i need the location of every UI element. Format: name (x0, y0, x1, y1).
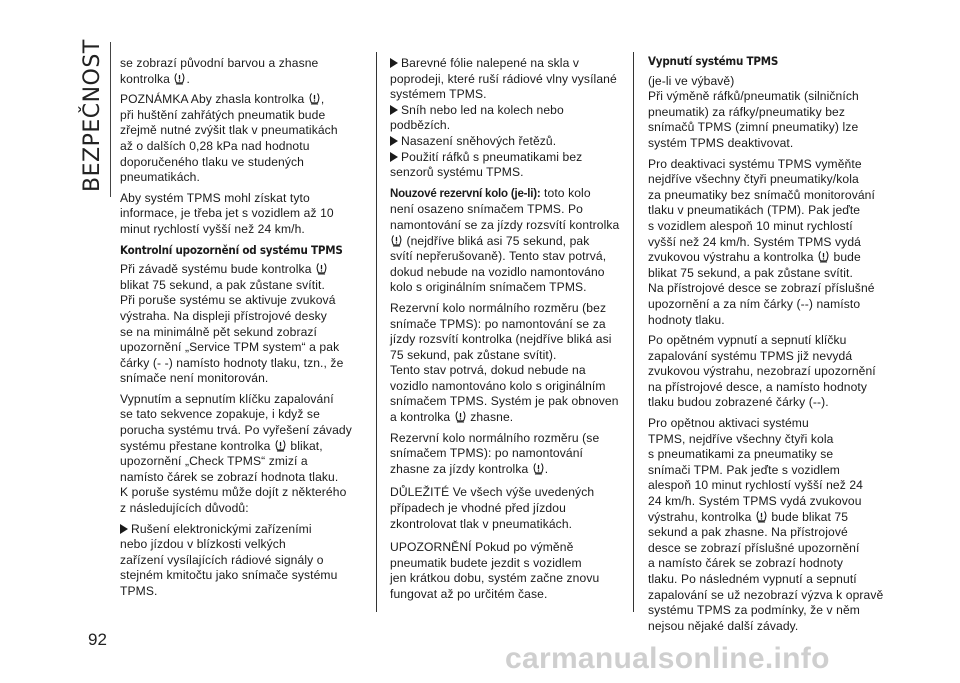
tpms-warning-icon (533, 462, 544, 475)
text-line: , (320, 92, 325, 107)
text-line: Vypnutím a sepnutím klíčku zapalování (120, 391, 334, 406)
text-line: nejsou nějaké další závady. (648, 618, 799, 633)
tpms-warning-icon (316, 262, 327, 275)
text-line: zapalování se už nezobrazí výzva k opravě (648, 587, 884, 602)
text-line: Barevné fólie nalepené na skla v (401, 56, 580, 70)
text-line: zvukovou výstrahu a kontrolka (648, 250, 814, 265)
text-line: výstraha. Na displeji přístrojové desky (120, 308, 327, 323)
text-line: s pneumatikami za pneumatiky se (648, 447, 834, 462)
column-1 (120, 56, 360, 605)
text-line: za pneumatiky bez snímačů monitorování (648, 187, 875, 202)
text-line: výstrahu, kontrolka (648, 509, 752, 524)
tpms-warning-icon (818, 250, 829, 263)
text-line: systém TPMS deaktivovat. (648, 135, 794, 150)
text-line: blikat 75 sekund, a pak zůstane svítit. (648, 265, 853, 280)
text-line: DŮLEŽITÉ Ve všech výše uvedených (390, 485, 595, 500)
paragraph (120, 56, 360, 87)
paragraph (648, 333, 898, 411)
text-line: na přístrojové desce, a namísto hodnoty (648, 379, 868, 394)
text-line: systému přestane kontrolka (120, 438, 271, 453)
text-line: . (186, 71, 190, 86)
text-line: namontování se za jízdy rozsvítí kontrolka (390, 217, 620, 232)
text-line: nejdříve všechny čtyři pneumatiky/kola (648, 172, 859, 187)
arrow-bullet-icon (120, 524, 128, 534)
text-line: snímačů TPMS (zimní pneumatiky) lze (648, 120, 859, 135)
text-line: tlaku v pneumatikách (TPM). Pak jeďte (648, 203, 861, 218)
text-line: snímačem TPMS. Systém je pak obnoven (390, 394, 619, 409)
paragraph (648, 74, 898, 152)
text-line: toto kolo (544, 185, 591, 200)
text-line: Rezervní kolo normálního rozměru (se (390, 430, 600, 445)
text-line: UPOZORNĚNÍ Pokud po výměně (390, 540, 574, 555)
watermark: carmanualsonline.info (505, 642, 830, 675)
arrow-bullet-icon (390, 58, 398, 68)
text-line: . (544, 461, 549, 476)
text-line: Při výměně ráfků/pneumatik (silničních (648, 89, 859, 104)
tpms-warning-icon (455, 410, 466, 423)
text-line: TPMS, nejdříve všechny čtyři kola (648, 431, 834, 446)
text-line: Pro opětnou aktivaci systému (648, 416, 809, 431)
tpms-warning-icon (756, 510, 767, 523)
text-line: snímačem TPMS): po namontování (390, 446, 583, 461)
text-line: Při poruše systému se aktivuje zvuková (120, 293, 336, 308)
text-line: POZNÁMKA Aby zhasla kontrolka (120, 92, 305, 107)
tpms-warning-icon (391, 234, 402, 247)
paragraph (648, 157, 898, 329)
column-divider (633, 52, 634, 612)
tpms-warning-icon (275, 439, 286, 452)
text-line: 75 sekund, pak zůstane svítit). (390, 347, 557, 362)
paragraph (120, 392, 360, 517)
text-line: kolo s originálním snímačem TPMS. (390, 280, 587, 295)
bullet-item (390, 134, 630, 150)
section-divider (110, 42, 111, 197)
inline-heading: Nouzové rezervní kolo (je-li): (390, 187, 541, 200)
tpms-warning-icon (174, 72, 185, 85)
arrow-bullet-icon (390, 152, 398, 162)
text-line: tlaku budou zobrazené čárky (--). (648, 395, 829, 410)
text-line: snímači TPM. Pak jeďte s vozidlem (648, 462, 840, 477)
text-line: zkontrolovat tlak v pneumatikách. (390, 516, 573, 531)
column-3 (648, 54, 898, 639)
text-line: minut rychlostí vyšší než 24 km/h. (120, 221, 305, 236)
text-line: z následujících důvodů: (120, 501, 249, 516)
text-line: zřejmě nutné zvýšit tlak v pneumatikách (120, 123, 338, 138)
text-line: se tato sekvence zopakuje, i když se (120, 407, 320, 422)
text-line: systému TPMS za podmínky, že v něm (648, 603, 860, 618)
text-line: senzorů systému TPMS. (390, 165, 524, 180)
text-line: alespoň 10 minut rychlostí vyšší než 24 (648, 478, 863, 493)
bullet-item (390, 150, 630, 181)
paragraph (120, 92, 360, 186)
text-line: systémem TPMS. (390, 87, 487, 102)
text-line: porucha systému trvá. Po vyřešení závady (120, 423, 352, 438)
text-line: pneumatikách. (120, 170, 200, 185)
text-line: K poruše systému může dojít z některého (120, 485, 347, 500)
text-line: bude blikat 75 (771, 509, 849, 524)
section-title: BEZPEČNOST (80, 39, 105, 192)
paragraph (648, 416, 898, 634)
bullet-item (390, 103, 630, 134)
text-line: TPMS. (120, 584, 158, 598)
text-line: upozornění „Service TPM system“ a pak (120, 340, 340, 355)
text-line: kontrolka (120, 71, 170, 86)
text-line: upozornění a za ním čárky (--) namísto (648, 296, 861, 311)
paragraph (120, 262, 360, 387)
text-line: případech je vhodné před jízdou (390, 501, 566, 516)
text-line: Rušení elektronickými zařízeními (131, 521, 312, 536)
text-line: Aby systém TPMS mohl získat tyto (120, 190, 310, 205)
text-line: poprodeji, které ruší rádiové vlny vysílané (390, 71, 617, 86)
text-line: vozidlo namontováno kolo s originálním (390, 378, 606, 393)
text-line: zhasne. (470, 410, 514, 425)
text-line: doporučeného tlaku ve studených (120, 154, 304, 169)
text-line: blikat 75 sekund, a pak zůstane svítit. (120, 277, 325, 292)
text-line: pneumatik) za ráfky/pneumatiky bez (648, 104, 845, 119)
arrow-bullet-icon (390, 136, 398, 146)
text-line: Při závadě systému bude kontrolka (120, 262, 312, 277)
text-line: Nasazení sněhových řetězů. (401, 133, 557, 148)
paragraph (390, 186, 630, 296)
text-line: bude (833, 250, 861, 265)
text-line: Rezervní kolo normálního rozměru (bez (390, 300, 607, 315)
page-number: 92 (88, 630, 107, 649)
text-line: informace, je třeba jet s vozidlem až 10 (120, 206, 334, 221)
text-line: vyšší než 24 km/h. Systém TPMS vydá (648, 234, 861, 249)
text-line: Pro deaktivaci systému TPMS vyměňte (648, 156, 862, 171)
text-line: zařízení vysílajících rádiové signály o (120, 552, 324, 567)
paragraph (390, 485, 630, 532)
text-line: při huštění zahřátých pneumatik bude (120, 107, 326, 122)
text-line: Sníh nebo led na kolech nebo (401, 102, 564, 117)
text-line: nebo jízdou v blízkosti velkých (120, 537, 286, 552)
text-line: se na minimálně pět sekund zobrazí (120, 324, 318, 339)
paragraph (390, 540, 630, 602)
text-line: sekund a pak zhasne. Na přístrojové (648, 525, 848, 540)
text-line: Na přístrojové desce se zobrazí příslušné (648, 281, 875, 296)
text-line: podbězích. (390, 118, 451, 133)
section-heading: Kontrolní upozornění od systému TPMS (120, 242, 343, 257)
text-line: fungovat až po určitém čase. (390, 587, 548, 601)
text-line: až o dalších 0,28 kPa nad hodnotu (120, 138, 310, 153)
text-line: dokud nebude na vozidlo namontováno (390, 264, 605, 279)
text-line: zhasne za jízdy kontrolka (390, 461, 529, 476)
tpms-warning-icon (309, 92, 320, 105)
text-line: a kontrolka (390, 410, 451, 425)
text-line: blikat, (290, 438, 323, 453)
text-line: čárky (- -) namísto hodnoty tlaku, tzn., že (120, 355, 344, 370)
text-line: stejném kmitočtu jako snímače systému (120, 568, 338, 583)
text-line: s vozidlem alespoň 10 minut rychlostí (648, 218, 853, 233)
text-line: a namísto čárek se zobrazí hodnoty (648, 556, 843, 571)
text-line: snímače TPMS): po namontování se za (390, 316, 606, 331)
text-line: (je-li ve výbavě) (648, 73, 735, 88)
text-line: zapalování systému TPMS již nevydá (648, 348, 853, 363)
column-2 (390, 56, 630, 608)
column-divider (376, 52, 377, 612)
bullet-item (120, 522, 360, 600)
arrow-bullet-icon (390, 105, 398, 115)
text-line: není osazeno snímačem TPMS. Po (390, 202, 584, 217)
text-line: hodnoty tlaku. (648, 312, 725, 327)
text-line: desce se zobrazí příslušné upozornění (648, 540, 860, 555)
text-line: Po opětném vypnutí a sepnutí klíčku (648, 333, 847, 348)
paragraph (390, 301, 630, 426)
text-line: Použití ráfků s pneumatikami bez (401, 149, 583, 164)
text-line: Tento stav potrvá, dokud nebude na (390, 363, 586, 378)
paragraph (390, 431, 630, 478)
text-line: zvukovou výstrahu, nezobrazí upozornění (648, 364, 876, 379)
text-line: se zobrazí původní barvou a zhasne (120, 56, 319, 70)
bullet-item (390, 56, 630, 103)
text-line: jízdy rozsvítí kontrolka (nejdříve bliká asi (390, 332, 612, 347)
text-line: svítí nepřerušovaně). Tento stav potrvá, (390, 249, 607, 264)
text-line: upozornění „Check TPMS“ zmizí a (120, 454, 308, 469)
section-heading: Vypnutí systému TPMS (648, 54, 779, 68)
text-line: jen krátkou dobu, systém začne znovu (390, 571, 600, 586)
text-line: (nejdříve bliká asi 75 sekund, pak (406, 233, 590, 248)
text-line: pneumatik budete jezdit s vozidlem (390, 555, 582, 570)
text-line: tlaku. Po následném vypnutí a sepnutí (648, 572, 857, 586)
paragraph (120, 191, 360, 238)
text-line: snímače není monitorován. (120, 371, 269, 386)
text-line: namísto čárek se zobrazí hodnota tlaku. (120, 469, 339, 484)
text-line: 24 km/h. Systém TPMS vydá zvukovou (648, 494, 862, 509)
